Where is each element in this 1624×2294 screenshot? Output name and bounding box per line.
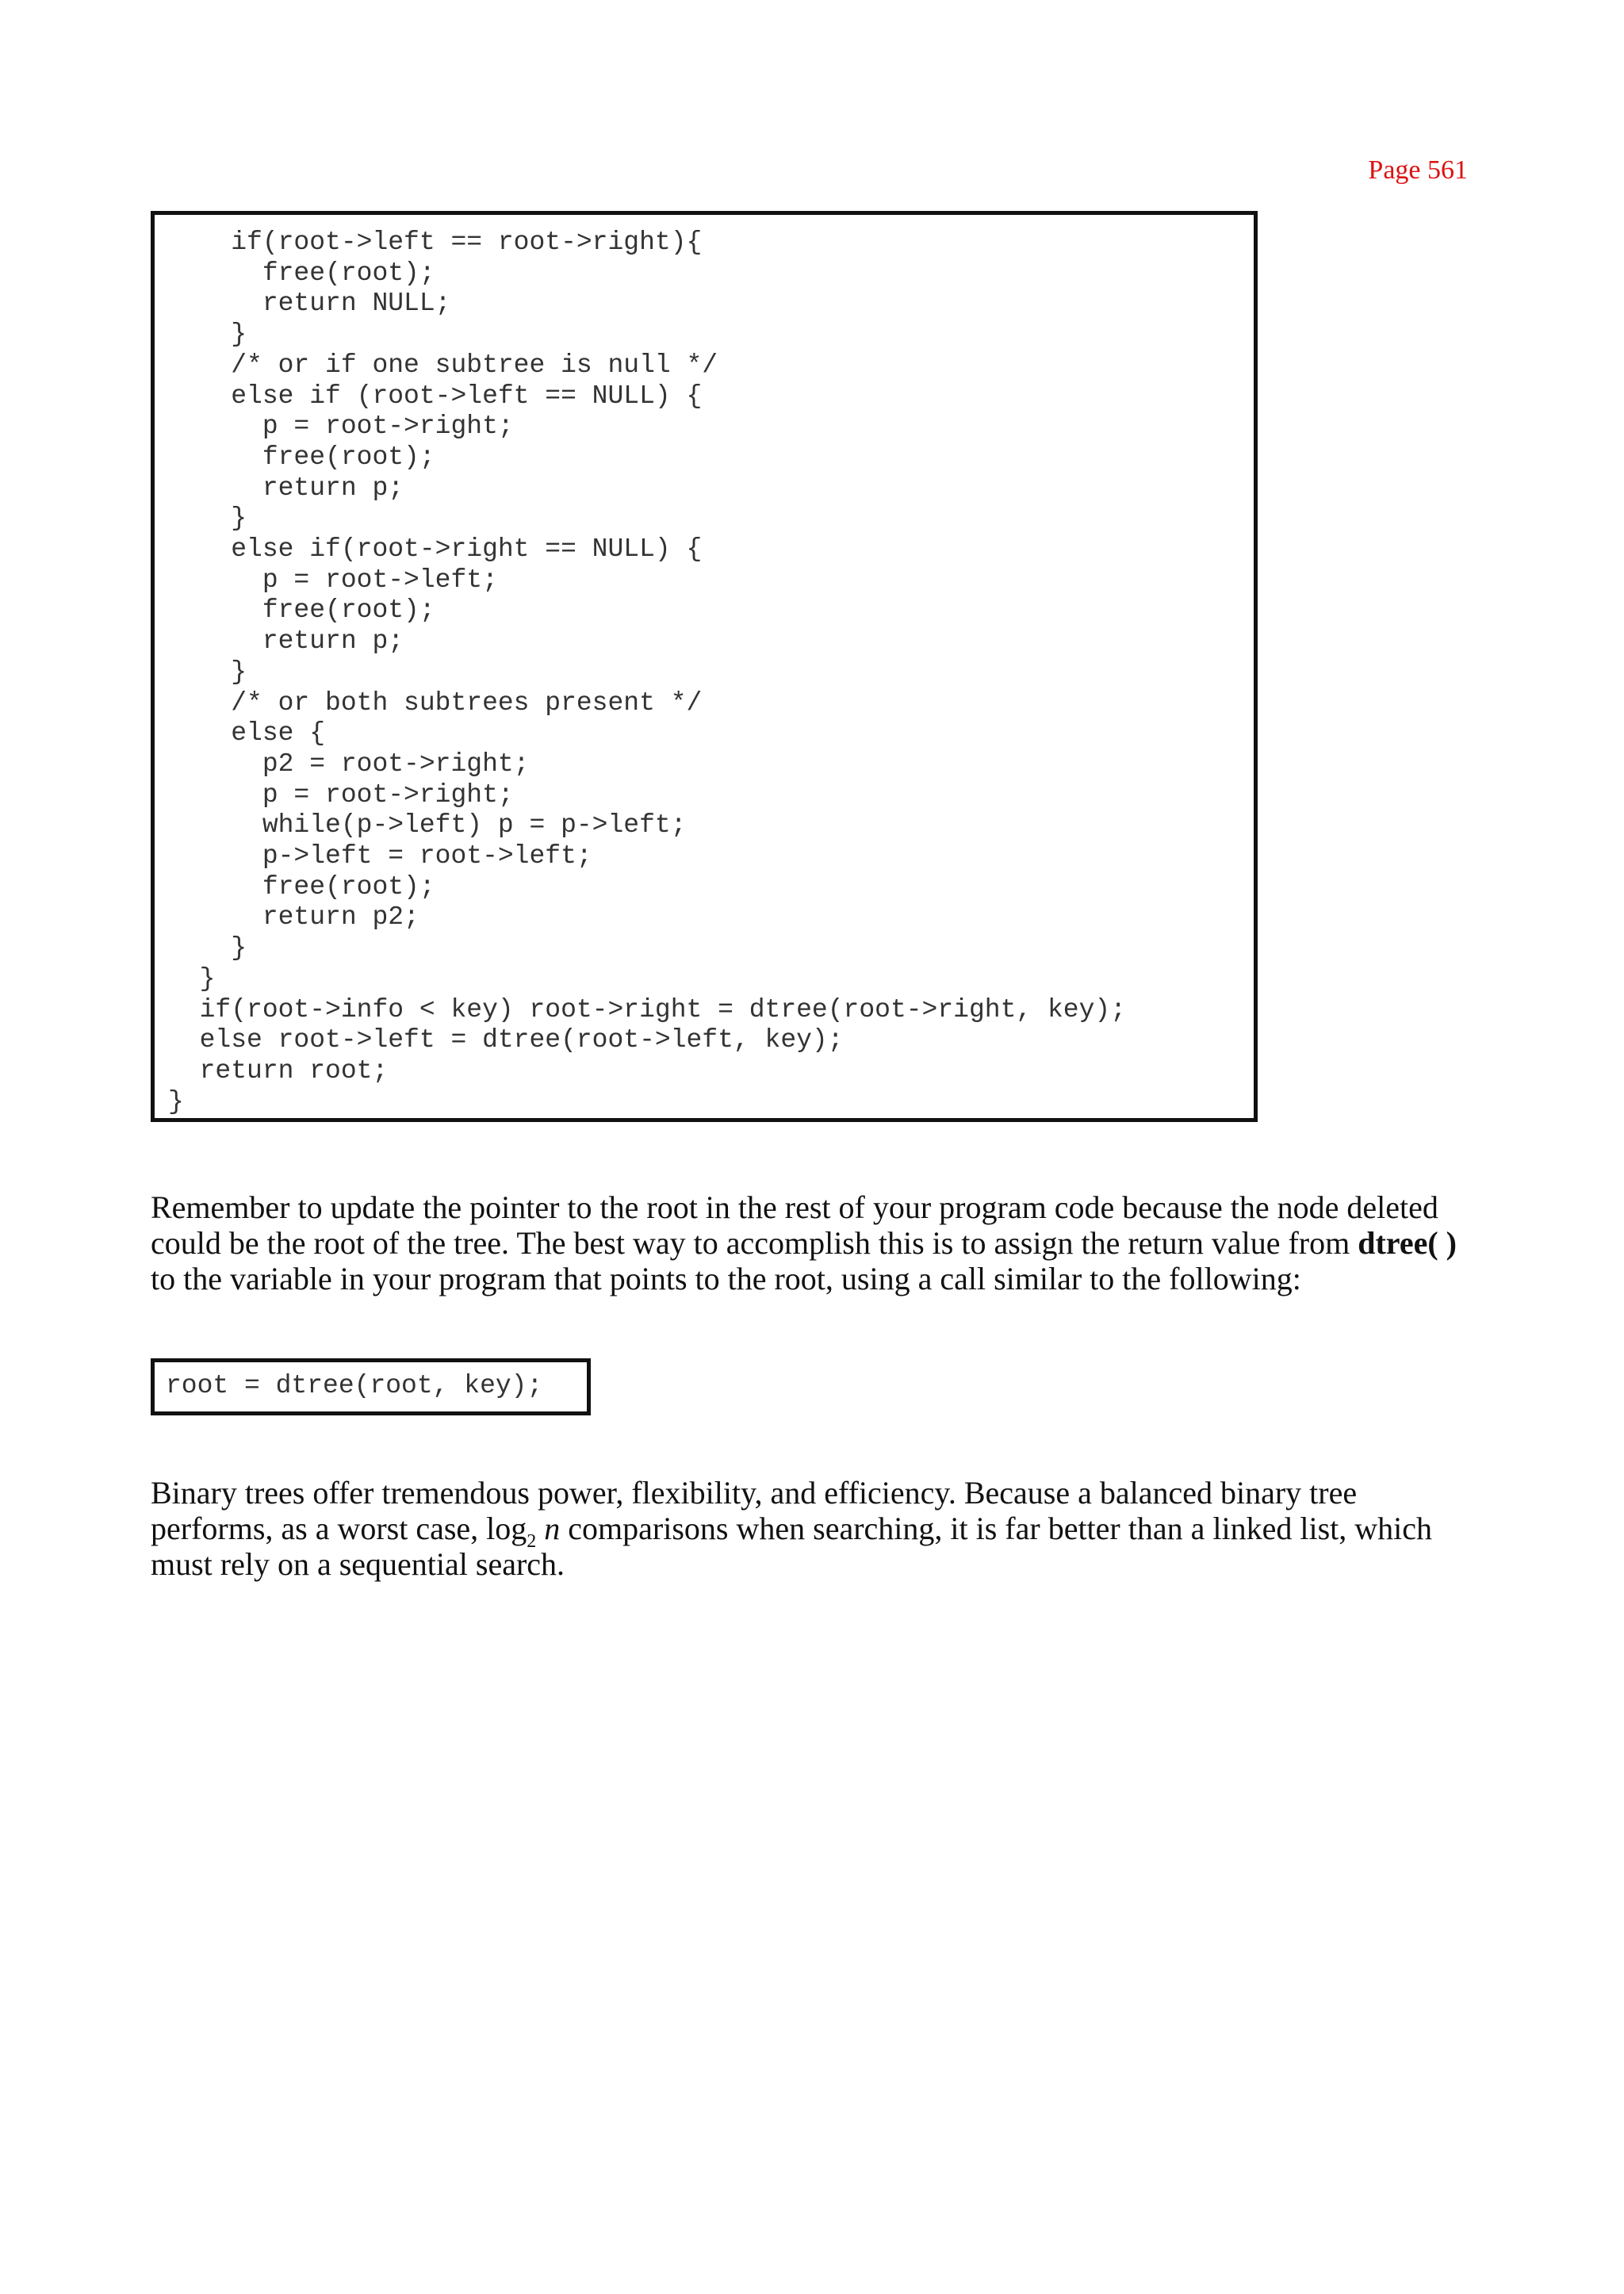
code-line: /* or both subtrees present */: [168, 687, 703, 718]
code-line: else if(root->right == NULL) {: [168, 534, 703, 565]
code-line: if(root->left == root->right){: [168, 228, 703, 257]
code-line: }: [168, 963, 216, 994]
code-line: free(root);: [168, 871, 435, 902]
paragraph-root-update: [151, 1189, 1467, 1296]
paragraph-text: comparisons when searching, it is far better than a linked list, which must rely on a sequential search.: [151, 1511, 1433, 1582]
paragraph-text: to the variable in your program that points to the root, using a call similar to the following:: [151, 1261, 1301, 1296]
code-line: p = root->right;: [168, 412, 514, 442]
code-line: }: [168, 657, 247, 687]
code-line: }: [168, 933, 247, 963]
code-line: root = dtree(root, key);: [166, 1371, 543, 1400]
code-line: while(p->left) p = p->left;: [168, 810, 687, 841]
function-name: dtree( ): [1358, 1225, 1457, 1261]
code-line: return NULL;: [168, 289, 451, 319]
code-line: }: [168, 1086, 184, 1116]
code-line: p2 = root->right;: [168, 749, 530, 779]
inline-code-block: [151, 1358, 591, 1415]
paragraph-binary-trees: [151, 1475, 1467, 1582]
code-line: if(root->info < key) root->right = dtree(root->right, key);: [168, 994, 1126, 1024]
page-number: Page 561: [1368, 155, 1468, 185]
code-line: return root;: [168, 1055, 389, 1086]
code-line: /* or if one subtree is null */: [168, 350, 718, 380]
code-line: return p;: [168, 473, 404, 503]
code-line: }: [168, 504, 247, 534]
code-line: else {: [168, 718, 326, 749]
code-line: }: [168, 320, 247, 350]
code-line: free(root);: [168, 442, 435, 472]
paragraph-text: Remember to update the pointer to the root in the rest of your program code because the node deleted could be the root of the tree. The best way to accomplish this is to assign the return value from: [151, 1189, 1438, 1261]
code-line: p = root->right;: [168, 779, 514, 810]
code-line: p->left = root->left;: [168, 841, 592, 871]
code-block: [151, 211, 1258, 1122]
code-line: return p2;: [168, 902, 419, 933]
paragraph-text: Binary trees offer tremendous power, flexibility, and efficiency. Because a balanced binary tree performs, as a worst case, log: [151, 1475, 1358, 1546]
code-line: else if (root->left == NULL) {: [168, 381, 703, 411]
code-line: else root->left = dtree(root->left, key);: [168, 1025, 844, 1055]
log-subscript: 2: [527, 1531, 537, 1552]
math-variable: n: [544, 1511, 561, 1546]
code-line: free(root);: [168, 258, 435, 288]
code-line: free(root);: [168, 596, 435, 626]
code-line: return p;: [168, 626, 404, 657]
code-line: p = root->left;: [168, 565, 498, 595]
